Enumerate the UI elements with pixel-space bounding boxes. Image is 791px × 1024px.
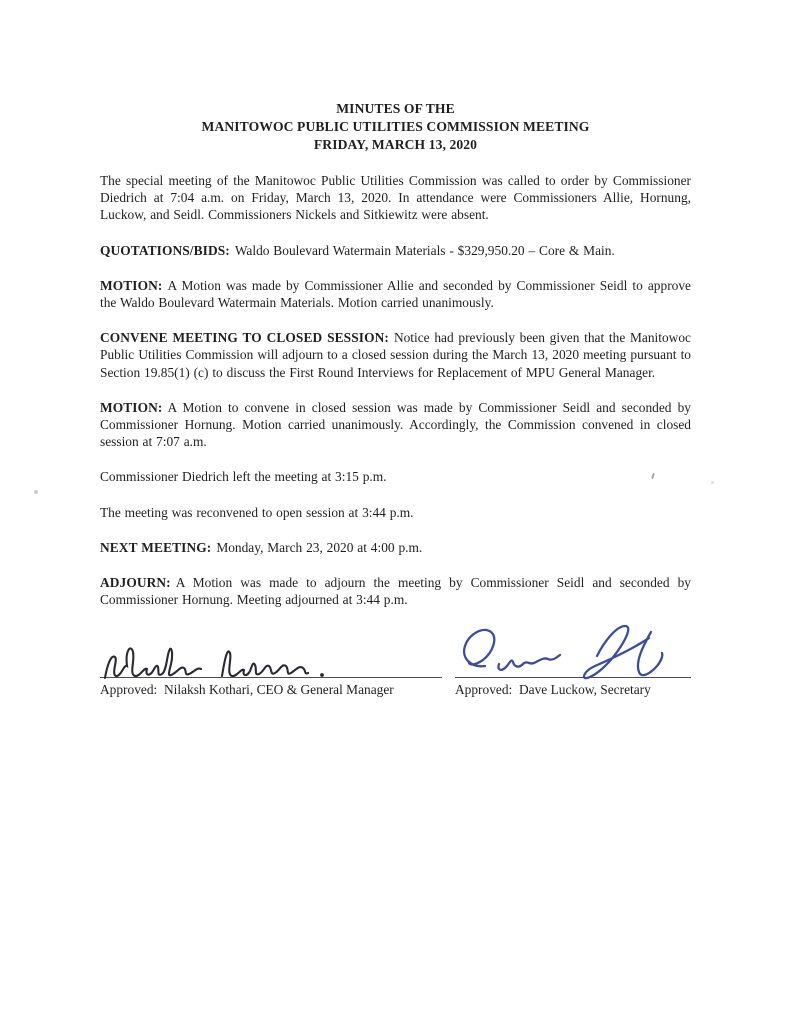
signature-stroke xyxy=(464,630,494,666)
quotations-bids-paragraph xyxy=(100,242,691,259)
signature-line-ceo xyxy=(100,626,442,678)
scan-artifact-speck xyxy=(711,481,714,484)
paragraph-text: Commissioner Diedrich left the meeting at 3:15 p.m. xyxy=(100,469,387,485)
diedrich-left-note xyxy=(100,468,691,485)
document-title xyxy=(100,100,691,154)
paragraph-text: Notice had previously been given that the Manitowoc Public Utilities Commission will adjourn to a closed session during the March 13, 2020 meeting pursuant to Section 19.85(1) (c) to discuss the First Round Interviews for Replacement of MPU General Manager. xyxy=(100,330,691,380)
nilaksh-kothari-signature xyxy=(100,634,350,686)
signature-stroke xyxy=(105,649,201,679)
document-body xyxy=(100,100,691,698)
adjourn-paragraph xyxy=(100,574,691,608)
paragraph-label: CONVENE MEETING TO CLOSED SESSION: xyxy=(100,330,389,346)
signature-stroke xyxy=(498,655,560,670)
dave-luckow-signature xyxy=(455,622,691,686)
approval-label-secretary: Approved: Dave Luckow, Secretary xyxy=(455,682,651,698)
paragraph-label: MOTION: xyxy=(100,399,163,415)
signature-stroke xyxy=(222,652,308,677)
next-meeting-paragraph xyxy=(100,539,691,556)
paragraph-text: The special meeting of the Manitowoc Public Utilities Commission was called to order by Commissioner Diedrich at 7:04 a.m. on Friday, March 13, 2020. In attendance were Commissioners Allie, Hornung, Luckow, and Seidl. Commissioners Nickels and Sitkiewitz were absent. xyxy=(100,173,691,223)
paragraph-label: NEXT MEETING: xyxy=(100,539,212,555)
paragraph-label: ADJOURN: xyxy=(100,575,171,591)
paragraph-label: QUOTATIONS/BIDS: xyxy=(100,242,230,258)
paragraph-text: Waldo Boulevard Watermain Materials - $329,950.20 – Core & Main. xyxy=(234,242,615,258)
minutes-text xyxy=(100,172,691,608)
paragraph-text: A Motion to convene in closed session was made by Commissioner Seidl and seconded by Commissioner Hornung. Motion carried unanimously. Accordingly, the Commission convened in closed session at 7:07 a.m. xyxy=(100,399,691,450)
signature-block-secretary xyxy=(455,626,691,698)
title-line-1: MINUTES OF THE xyxy=(336,101,455,116)
scan-artifact-speck xyxy=(34,490,38,494)
paragraph-label: MOTION: xyxy=(100,277,163,293)
reconvened-note xyxy=(100,504,691,521)
motion-approve-materials-paragraph xyxy=(100,277,691,311)
paragraph-text: A Motion was made by Commissioner Allie and seconded by Commissioner Seidl to approve the Waldo Boulevard Watermain Materials. Motion carried unanimously. xyxy=(100,277,691,311)
approval-label-ceo: Approved: Nilaksh Kothari, CEO & General Manager xyxy=(100,682,394,698)
signature-period-dot xyxy=(320,674,324,678)
opening-paragraph xyxy=(100,172,691,224)
motion-convene-closed-paragraph xyxy=(100,399,691,451)
paragraph-text: The meeting was reconvened to open session at 3:44 p.m. xyxy=(100,504,414,520)
paragraph-text: Monday, March 23, 2020 at 4:00 p.m. xyxy=(216,539,423,555)
signature-section xyxy=(100,626,691,698)
title-line-3: FRIDAY, MARCH 13, 2020 xyxy=(313,137,478,152)
convene-closed-session-paragraph xyxy=(100,329,691,381)
signature-line-secretary xyxy=(455,626,691,678)
signature-stroke xyxy=(638,632,662,675)
paragraph-text: A Motion was made to adjourn the meeting by Commissioner Seidl and seconded by Commissioner Hornung. Meeting adjourned at 3:44 p.m. xyxy=(100,575,691,608)
signature-block-ceo xyxy=(100,626,442,698)
title-line-2: MANITOWOC PUBLIC UTILITIES COMMISSION MEETING xyxy=(201,119,590,134)
